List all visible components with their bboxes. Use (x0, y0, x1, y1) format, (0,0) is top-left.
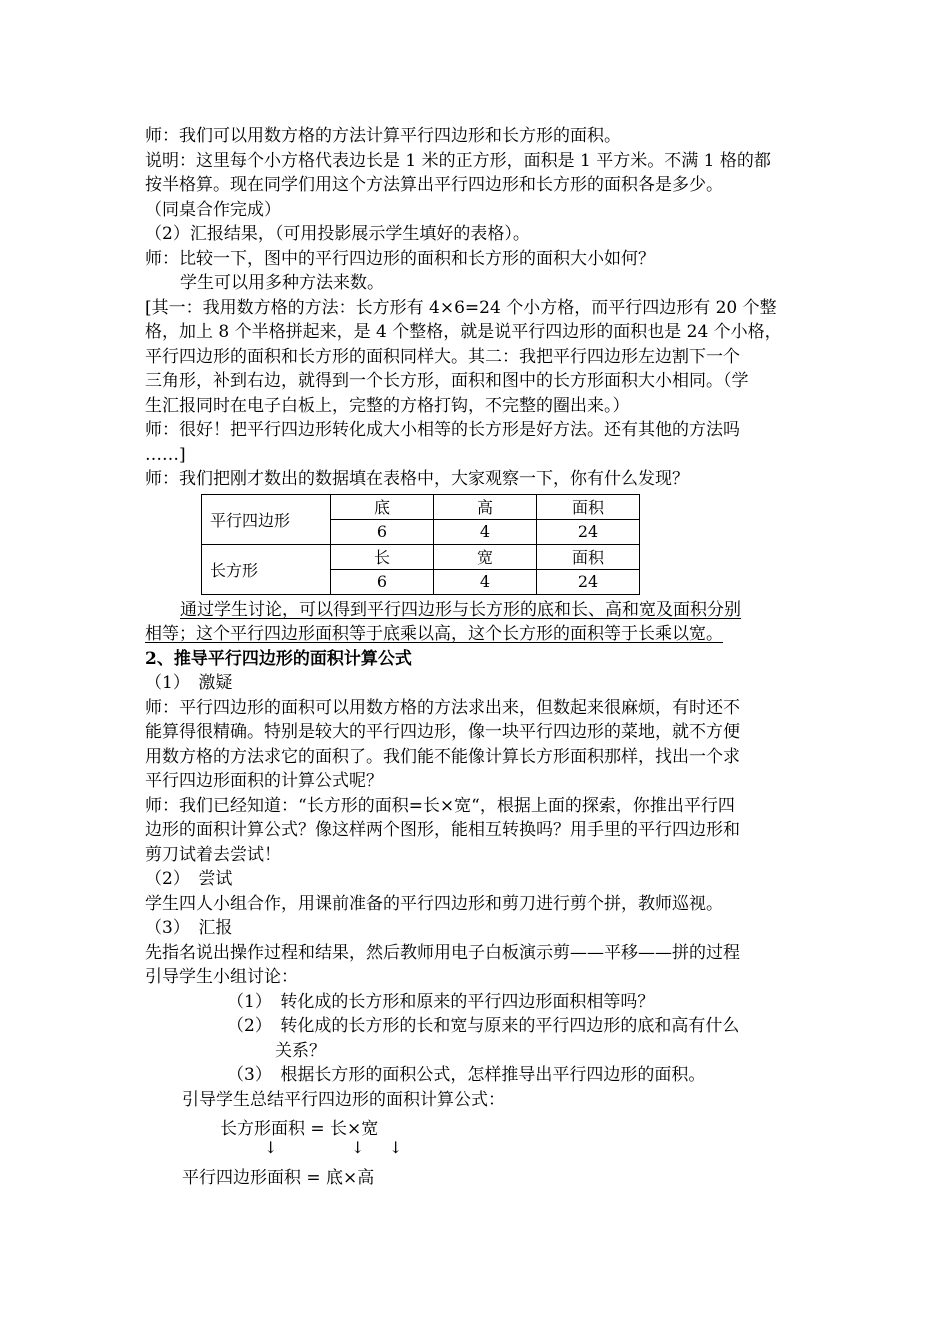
text-line: 学生可以用多种方法来数。 (180, 273, 384, 293)
text-line: 边形的面积计算公式？像这样两个图形，能相互转换吗？用手里的平行四边形和 (145, 820, 740, 840)
top-paragraphs (145, 124, 810, 492)
table-cell: 24 (537, 519, 640, 544)
step-heading: （2） 尝试 (145, 869, 233, 889)
question-item: （2） 转化成的长方形的长和宽与原来的平行四边形的底和高有什么 (227, 1016, 740, 1036)
table-row (202, 494, 640, 519)
text-line: ……] (145, 444, 186, 465)
text-line: 师：比较一下，图中的平行四边形的面积和长方形的面积大小如何？ (145, 248, 655, 269)
table-cell: 6 (331, 569, 434, 594)
row-label-parallelogram: 平行四边形 (202, 494, 331, 544)
table-cell: 24 (537, 569, 640, 594)
text-line: 先指名说出操作过程和结果，然后教师用电子白板演示剪——平移——拼的过程 (145, 942, 740, 963)
text-line: 师：我们可以用数方格的方法计算平行四边形和长方形的面积。 (145, 126, 621, 146)
document-page (145, 124, 810, 1188)
row-label-rectangle: 长方形 (202, 544, 331, 594)
conclusion-line: 通过学生讨论，可以得到平行四边形与长方形的底和长、高和宽及面积分别 (180, 599, 741, 620)
step-heading: （3） 汇报 (145, 918, 233, 938)
text-line: 格，加上 8 个半格拼起来，是 4 个整格，就是说平行四边形的面积也是 24 个小格， (145, 322, 782, 342)
table-cell: 6 (331, 519, 434, 544)
text-line: 用数方格的方法求它的面积了。我们能不能像计算长方形面积那样，找出一个求 (145, 746, 740, 767)
table-cell: 4 (434, 569, 537, 594)
formula-parallelogram: 平行四边形面积 = 底×高 (182, 1168, 375, 1188)
text-line: 师：我们把刚才数出的数据填在表格中，大家观察一下，你有什么发现？ (145, 469, 689, 489)
text-line: 说明：这里每个小方格代表边长是 1 米的正方形，面积是 1 平方米。不满 1 格的都 (145, 150, 771, 171)
step-heading: （1） 激疑 (145, 673, 233, 693)
question-item: （3） 根据长方形的面积公式，怎样推导出平行四边形的面积。 (227, 1065, 706, 1085)
table-cell: 4 (434, 519, 537, 544)
text-line: 引导学生小组讨论： (145, 967, 298, 987)
arrow-down-icon: ↓ (264, 1138, 278, 1157)
data-table (201, 494, 640, 595)
table-header-cell: 面积 (537, 494, 640, 519)
text-line: 引导学生总结平行四边形的面积计算公式： (182, 1089, 505, 1110)
text-line: （2）汇报结果，（可用投影展示学生填好的表格）。 (145, 224, 530, 244)
text-line: 生汇报同时在电子白板上，完整的方格打钩，不完整的圈出来。） (145, 395, 630, 416)
text-line: 能算得很精确。特别是较大的平行四边形，像一块平行四边形的菜地，就不方便 (145, 722, 740, 742)
section-title: 2、推导平行四边形的面积计算公式 (145, 648, 412, 669)
text-line: 三角形，补到右边，就得到一个长方形，面积和图中的长方形面积大小相同。（学 (145, 371, 749, 391)
text-line: 剪刀试着去尝试！ (145, 844, 281, 865)
text-line: 师：很好！把平行四边形转化成大小相等的长方形是好方法。还有其他的方法吗 (145, 420, 740, 440)
table-header-cell: 长 (331, 544, 434, 569)
table-header-cell: 宽 (434, 544, 537, 569)
conclusion (145, 598, 810, 647)
arrow-down-icon: ↓ (389, 1138, 403, 1157)
text-line: [其一：我用数方格的方法：长方形有 4×6=24 个小方格，而平行四边形有 20 个整 (145, 297, 777, 318)
text-line: 按半格算。现在同学们用这个方法算出平行四边形和长方形的面积各是多少。 (145, 175, 723, 195)
text-line: 平行四边形面积的计算公式呢？ (145, 771, 383, 791)
question-item: 关系？ (275, 1040, 326, 1061)
question-item: （1） 转化成的长方形和原来的平行四边形面积相等吗？ (227, 991, 655, 1012)
text-line: 师：我们已经知道：“长方形的面积=长×宽“，根据上面的探索，你推出平行四 (145, 795, 735, 816)
conclusion-line: 相等；这个平行四边形面积等于底乘以高，这个长方形的面积等于长乘以宽。 (145, 624, 723, 644)
formula-block (145, 1112, 810, 1188)
table-header-cell: 底 (331, 494, 434, 519)
table-header-cell: 面积 (537, 544, 640, 569)
arrow-down-icon: ↓ (351, 1138, 365, 1157)
table-row (202, 544, 640, 569)
text-line: 师：平行四边形的面积可以用数方格的方法求出来，但数起来很麻烦，有时还不 (145, 697, 740, 718)
text-line: （同桌合作完成） (145, 199, 281, 220)
text-line: 平行四边形的面积和长方形的面积同样大。其二：我把平行四边形左边割下一个 (145, 346, 740, 367)
formula-rectangle: 长方形面积 = 长×宽 (220, 1119, 379, 1139)
text-line: 学生四人小组合作，用课前准备的平行四边形和剪刀进行剪个拼，教师巡视。 (145, 893, 723, 914)
table-header-cell: 高 (434, 494, 537, 519)
